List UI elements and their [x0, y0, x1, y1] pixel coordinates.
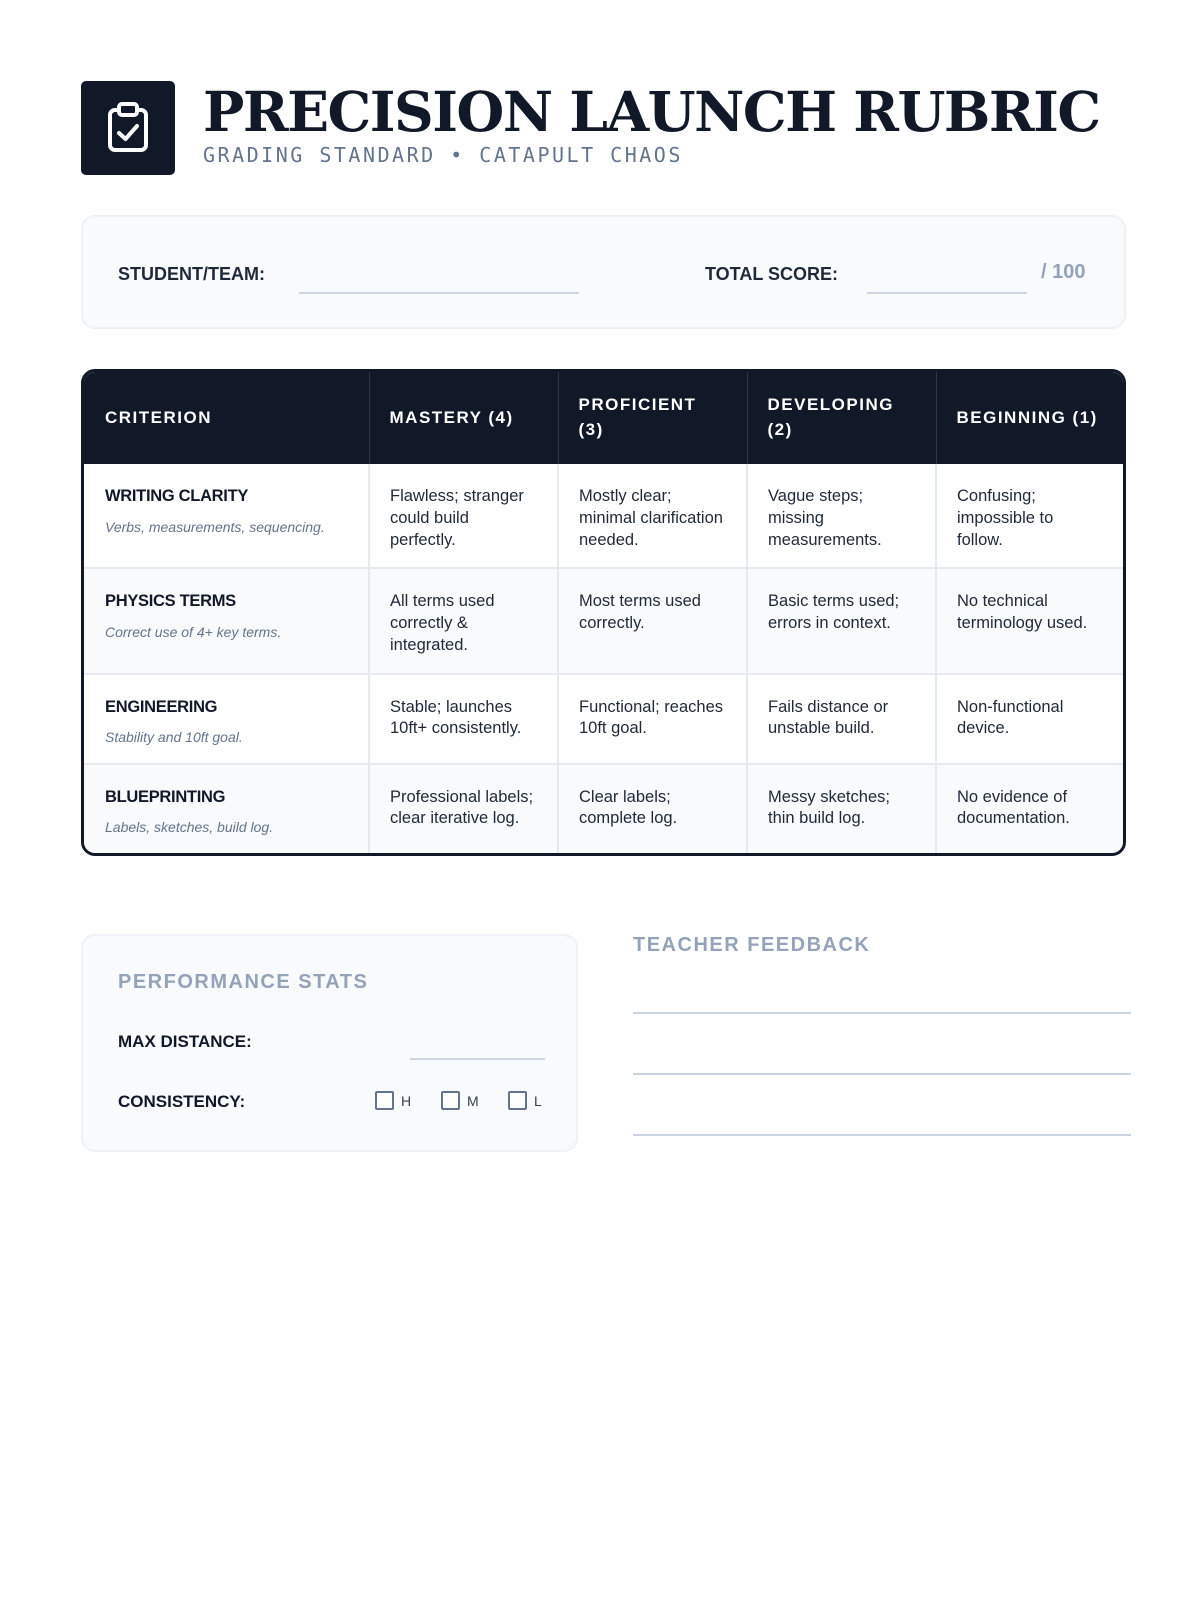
page-header [81, 81, 1131, 175]
rubric-cell: Most terms used correctly. [558, 568, 747, 673]
rubric-cell: Functional; reaches 10ft goal. [558, 674, 747, 764]
rubric-cell: Basic terms used; errors in context. [747, 568, 936, 673]
criterion-cell [84, 568, 369, 673]
student-score-card [81, 215, 1126, 329]
column-header-mastery: MASTERY (4) [369, 372, 558, 464]
rubric-cell: No evidence of documentation. [936, 764, 1123, 853]
table-row [84, 674, 1123, 764]
rubric-cell: Fails distance or unstable build. [747, 674, 936, 764]
rubric-cell: All terms used correctly & integrated. [369, 568, 558, 673]
rubric-cell: Flawless; stranger could build perfectly. [369, 464, 558, 568]
clipboard-check-icon [81, 81, 175, 175]
page-subtitle: GRADING STANDARD • CATAPULT CHAOS [203, 142, 683, 167]
rubric-cell: Messy sketches; thin build log. [747, 764, 936, 853]
rubric-table [81, 369, 1126, 856]
criterion-cell [84, 674, 369, 764]
criterion-name: ENGINEERING [105, 697, 218, 716]
rubric-cell: Clear labels; complete log. [558, 764, 747, 853]
performance-stats-title: PERFORMANCE STATS [118, 971, 369, 993]
column-header-criterion: CRITERION [84, 372, 369, 464]
checkbox-icon[interactable] [508, 1091, 527, 1110]
rubric-cell: Mostly clear; minimal clarification needed. [558, 464, 747, 568]
max-distance-label: MAX DISTANCE: [118, 1032, 252, 1051]
table-row [84, 568, 1123, 673]
rubric-cell: Professional labels; clear iterative log. [369, 764, 558, 853]
table-row [84, 764, 1123, 853]
consistency-option-m[interactable]: M [441, 1091, 479, 1110]
feedback-line[interactable] [633, 1134, 1131, 1136]
total-score-label: TOTAL SCORE: [705, 264, 839, 284]
criterion-name: WRITING CLARITY [105, 487, 249, 505]
consistency-option-h[interactable]: H [375, 1091, 411, 1110]
rubric-cell: No technical terminology used. [936, 568, 1123, 673]
feedback-line[interactable] [633, 1012, 1131, 1014]
consistency-label: CONSISTENCY: [118, 1092, 246, 1111]
student-team-label: STUDENT/TEAM: [118, 264, 265, 284]
performance-stats-card [81, 934, 578, 1152]
rubric-cell: Stable; launches 10ft+ consistently. [369, 674, 558, 764]
rubric-cell: Confusing; impossible to follow. [936, 464, 1123, 568]
teacher-feedback-title: TEACHER FEEDBACK [633, 934, 871, 956]
criterion-description: Correct use of 4+ key terms. [105, 624, 282, 641]
checkbox-icon[interactable] [441, 1091, 460, 1110]
criterion-description: Labels, sketches, build log. [105, 819, 274, 836]
rubric-header-row [84, 372, 1123, 464]
criterion-cell [84, 764, 369, 853]
page-title: PRECISION LAUNCH RUBRIC [203, 79, 1100, 145]
feedback-line[interactable] [633, 1073, 1131, 1075]
table-row [84, 464, 1123, 568]
rubric-cell: Vague steps; missing measurements. [747, 464, 936, 568]
criterion-description: Verbs, measurements, sequencing. [105, 518, 325, 535]
consistency-option-l[interactable]: L [508, 1091, 542, 1110]
column-header-developing: DEVELOPING (2) [747, 372, 936, 464]
criterion-description: Stability and 10ft goal. [105, 729, 243, 746]
student-team-field[interactable] [299, 292, 579, 294]
column-header-beginning: BEGINNING (1) [936, 372, 1123, 464]
total-score-max: / 100 [1041, 261, 1086, 283]
criterion-name: PHYSICS TERMS [105, 592, 236, 611]
criterion-cell [84, 464, 369, 568]
total-score-field[interactable] [867, 292, 1027, 294]
column-header-proficient: PROFICIENT (3) [558, 372, 747, 464]
max-distance-field[interactable] [410, 1058, 545, 1060]
criterion-name: BLUEPRINTING [105, 787, 226, 806]
checkbox-icon[interactable] [375, 1091, 394, 1110]
rubric-cell: Non-functional device. [936, 674, 1123, 764]
